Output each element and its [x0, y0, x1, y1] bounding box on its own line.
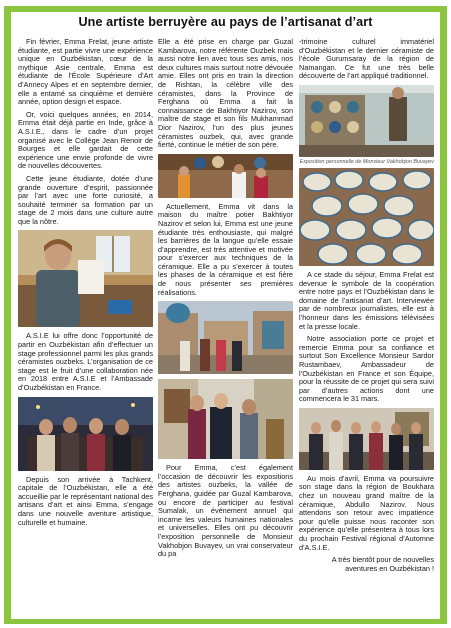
column-2 — [158, 38, 293, 563]
photo-group-tashkent — [18, 397, 153, 471]
photo-registan-square — [158, 301, 293, 374]
exhibition-photo-caption: Exposition personnelle de Monsieur Vakhobjon Buvayev — [299, 158, 434, 165]
photo-ceramics-workshop — [158, 154, 293, 198]
column-3 — [299, 38, 434, 577]
col2-paragraph-3: Pour Emma, c’est également l’occasion de découvrir les expositions des artistes ouzbeks, la vallée de Ferghana, guidée par Guzal Kambarova, ou encore de participer au festival Sumalak, un événement annuel qui incarne les valeurs humaines nationales et universelles. Elles ont pu découvrir l’exposition personnelle de Monsieur Vakhobjon Buvayev, un vrai conservateur du pa — [158, 463, 293, 559]
article-panel — [11, 12, 440, 619]
col3-closing-line: A très bientôt pour de nouvelles aventures en Ouzbékistan ! — [331, 555, 434, 573]
col3-paragraph-4: Au mois d’avril, Emma va poursuivre son stage dans la région de Boukhara chez un nouveau grand maître de la céramique, Abdullo Nazirov. Nous attendons son retour avec impatience pour qu’elle puisse nous raconter son expérience qu’elle présentera à tous lors du prochain Festival régional d’Automne d’A.S.I.E. — [299, 473, 434, 552]
col2-paragraph-2: Actuellement, Emma vit dans la maison du maître potier Bakhtiyor Nazirov et selon lui, Emma est une jeune étudiante très enthousiaste, qui malgré les barrières de la langue qu’elle essaie d’apprendre, est très attentive et motivée pour s’exercer aux techniques de la céramique. Elle a pu s’exercer à toutes les phases de la céramique et est fière de nous présenter ses premières réalisations. — [158, 201, 293, 297]
col1-paragraph-1: Fin février, Emma Frelat, jeune artiste étudiante, est partie vivre une expérience unique en Ouzbékistan, cœur de la mythique Asie centrale. Emma est étudiante de l’École Supérieure d’Art d’Annecy Alpes et en septembre dernier, elle a entamé sa cinquième et dernière année, option design et espace. — [18, 37, 153, 107]
col2-paragraph-1: Elle a été prise en charge par Guzal Kambarova, notre référente Ouzbek mais aussi notre lien avec tous ses amis, nos deux cultures mais surtout notre dévouée amie. Elles ont pris en train la direction de Rishtan, la célèbre ville des céramistes, dans la Province de Ferghana où Emma a fait la connaissance de Bakhtiyor Nazirov, son maître de stage et son fils Mukhammad Dior Nazirov, l’un des plus jeunes céramistes ouzbek, qui, avec grande fierté, continue le métier de son père. — [158, 37, 293, 150]
photo-embassy-group — [299, 408, 434, 470]
article-title: Une artiste berruyère au pays de l’artisanat d’art — [78, 15, 373, 29]
col3-paragraph-1: -trimoine culturel immatériel d’Ouzbékistan et le dernier céramiste de l’école Gurumsaray de la région de Namangan. Ce fut une très belle découverte de l’art appliqué traditionnel. — [299, 37, 434, 81]
photo-ceramic-plates — [299, 168, 434, 266]
photo-emma-with-masters — [158, 379, 293, 459]
photo-exhibition-shelves — [299, 85, 434, 157]
col1-paragraph-2: Or, voici quelques années, en 2014, Emma était déjà partie en Inde, grâce à A.S.I.E., dans le cadre d’un projet organisé avec le Collège Jean Renoir de Bourges et elle gardait de cette expérience une envie profonde de vivre de nouvelles découvertes. — [18, 109, 153, 171]
col3-paragraph-3: Notre association porte ce projet et remercie Emma pour sa confiance et surtout Son Excellence Monsieur Sardor Rustambaev, Ambassadeur de l’Ouzbékistan en France et son Équipe, pour la réussite de ce projet qui sera suivi par d’autres actions dont une commencera le 31 mars. — [299, 334, 434, 404]
col1-paragraph-4: A.S.I.E lui offre donc l’opportunité de partir en Ouzbékistan afin d’effectuer un stage professionnel parmi les plus grands céramistes ouzbeks. L’organisation de ce stage est le fruit d’une collaboration née en 2018 entre A.S.I.E et l’Ambassade d’Ouzbékistan en France. — [18, 331, 153, 393]
column-1 — [18, 38, 153, 531]
col3-paragraph-2: A ce stade du séjour, Emma Frelat est devenue le symbole de la coopération entre notre pays et l’Ouzbékistan dans le domaine de l’artisanat d’art. Interviewée par de nombreux journalistes, elle est à l’honneur dans les émissions télévisées et la presse locale. — [299, 269, 434, 331]
photo-emma-holding-paper — [18, 230, 153, 327]
col1-paragraph-3: Cette jeune étudiante, dotée d’une grande ouverture d’esprit, passionnée par l’art avec une forte curiosité, a souhaité terminer sa formation par un stage de 2 mois dans une culture autre que la nôtre. — [18, 173, 153, 226]
col1-paragraph-5: Depuis son arrivée à Tachkent, capitale de l’Ouzbékistan, elle a été accueillie par le représentant national des artisans d’art et ainsi Emma, s’engage dans une nouvelle aventure artistique, culturelle et humaine. — [18, 474, 153, 527]
